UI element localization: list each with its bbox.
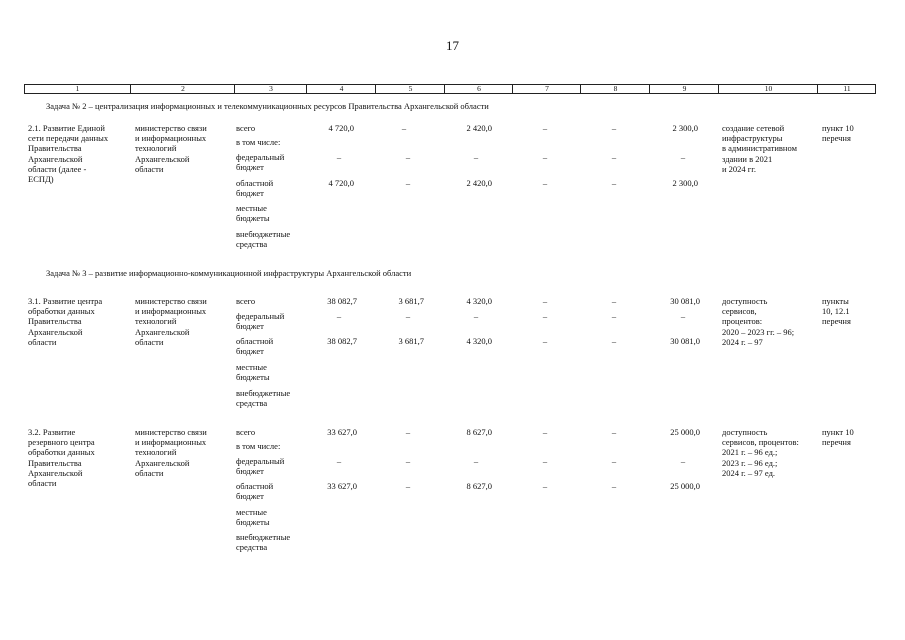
row-3-1-executor: министерство связи и информационных технологий Архангельской области <box>135 296 207 347</box>
row-3-1-reg-col5: 3 681,7 <box>398 336 424 346</box>
row-3-1-total-col7: – <box>542 296 548 306</box>
row-2-1-fed-col8: – <box>611 152 617 162</box>
col-header-6: 6 <box>444 85 513 93</box>
row-3-2-total-col8: – <box>611 427 617 437</box>
row-3-1-reference: пункты 10, 12.1 перечня <box>822 296 851 327</box>
row-2-1-fed-col5: – <box>405 152 411 162</box>
row-3-2-fed-col5: – <box>405 456 411 466</box>
row-3-2-fed-col6: – <box>473 456 479 466</box>
row-2-1-fed-col4: – <box>336 152 342 162</box>
row-3-2-fed-col9: – <box>680 456 686 466</box>
row-2-1-src-reg: областной бюджет <box>236 178 274 199</box>
row-3-2-reg-col5: – <box>405 481 411 491</box>
row-3-1-fed-col7: – <box>542 311 548 321</box>
row-2-1-total-col8: – <box>611 123 617 133</box>
row-3-2-reg-col7: – <box>542 481 548 491</box>
row-2-1-reg-col5: – <box>405 178 411 188</box>
row-3-2-reg-col4: 33 627,0 <box>327 481 357 491</box>
row-3-2-result: доступность сервисов, процентов: 2021 г. – 96 ед.; 2023 г. – 96 ед.; 2024 г. – 97 ед. <box>722 427 799 478</box>
row-2-1-src-ext: внебюджетные средства <box>236 229 291 250</box>
row-3-1-fed-col4: – <box>336 311 342 321</box>
row-2-1-src-fed: федеральный бюджет <box>236 152 285 173</box>
col-header-8: 8 <box>580 85 650 93</box>
row-3-2-reg-col9: 25 000,0 <box>670 481 700 491</box>
row-2-1-result: создание сетевой инфраструктуры в административном здании в 2021 и 2024 гг. <box>722 123 797 174</box>
row-2-1-src-loc: местные бюджеты <box>236 203 270 224</box>
col-header-1: 1 <box>75 84 80 93</box>
col-header-5: 5 <box>375 85 445 93</box>
row-3-2-src-total: всего <box>236 427 256 437</box>
row-3-1-src-loc: местные бюджеты <box>236 362 270 383</box>
row-2-1-reference: пункт 10 перечня <box>822 123 854 144</box>
row-3-1-total-col6: 4 320,0 <box>466 296 492 306</box>
row-2-1-fed-col9: – <box>680 152 686 162</box>
row-3-2-reference: пункт 10 перечня <box>822 427 854 448</box>
row-3-1-total-col4: 38 082,7 <box>327 296 357 306</box>
col-header-11: 11 <box>817 85 876 93</box>
row-2-1-fed-col6: – <box>473 152 479 162</box>
row-3-1-src-ext: внебюджетные средства <box>236 388 291 409</box>
row-3-2-name: 3.2. Развитие резервного центра обработки данных Правительства Архангельской области <box>28 427 95 489</box>
row-3-2-src-fed: федеральный бюджет <box>236 456 285 477</box>
row-2-1-src-incl: в том числе: <box>236 137 281 147</box>
col-header-10: 10 <box>718 85 818 93</box>
task-2-heading: Задача № 2 – централизация информационных и телекоммуникационных ресурсов Правительства Архангельской области <box>46 101 489 111</box>
row-2-1-reg-col9: 2 300,0 <box>672 178 698 188</box>
column-number-header <box>24 84 876 94</box>
row-3-2-reg-col8: – <box>611 481 617 491</box>
row-3-1-total-col8: – <box>611 296 617 306</box>
row-2-1-total-col6: 2 420,0 <box>466 123 492 133</box>
row-3-2-reg-col6: 8 627,0 <box>466 481 492 491</box>
col-header-3: 3 <box>234 85 307 93</box>
row-3-1-fed-col9: – <box>680 311 686 321</box>
row-3-1-reg-col4: 38 082,7 <box>327 336 357 346</box>
row-3-1-reg-col8: – <box>611 336 617 346</box>
row-3-2-total-col9: 25 000,0 <box>670 427 700 437</box>
row-3-1-reg-col7: – <box>542 336 548 346</box>
row-3-1-name: 3.1. Развитие центра обработки данных Правительства Архангельской области <box>28 296 103 347</box>
row-3-2-src-ext: внебюджетные средства <box>236 532 291 553</box>
col-header-4: 4 <box>306 85 376 93</box>
row-3-1-fed-col5: – <box>405 311 411 321</box>
col-header-9: 9 <box>649 85 719 93</box>
row-3-1-result: доступность сервисов, процентов: 2020 – 2023 гг. – 96; 2024 г. – 97 <box>722 296 795 347</box>
row-2-1-total-col5: – <box>401 123 407 133</box>
row-3-1-fed-col6: – <box>473 311 479 321</box>
row-2-1-executor: министерство связи и информационных технологий Архангельской области <box>135 123 207 174</box>
row-2-1-total-col4: 4 720,0 <box>328 123 354 133</box>
col-header-7: 7 <box>512 85 581 93</box>
row-2-1-reg-col7: – <box>542 178 548 188</box>
row-3-2-fed-col8: – <box>611 456 617 466</box>
row-3-1-total-col5: 3 681,7 <box>398 296 424 306</box>
row-3-1-fed-col8: – <box>611 311 617 321</box>
row-2-1-name: 2.1. Развитие Единой сети передачи данных Правительства Архангельской области (далее - ЕСПД) <box>28 123 109 185</box>
row-3-2-total-col6: 8 627,0 <box>466 427 492 437</box>
row-3-1-src-reg: областной бюджет <box>236 336 274 357</box>
col-header-2: 2 <box>130 85 235 93</box>
row-3-2-total-col5: – <box>405 427 411 437</box>
row-3-1-src-total: всего <box>236 296 256 306</box>
row-2-1-total-col7: – <box>542 123 548 133</box>
row-2-1-total-col9: 2 300,0 <box>672 123 698 133</box>
task-3-heading: Задача № 3 – развитие информационно-коммуникационной инфраструктуры Архангельской области <box>46 268 412 278</box>
row-3-2-total-col4: 33 627,0 <box>327 427 357 437</box>
row-3-2-fed-col7: – <box>542 456 548 466</box>
row-3-2-src-loc: местные бюджеты <box>236 507 270 528</box>
row-2-1-reg-col8: – <box>611 178 617 188</box>
row-2-1-fed-col7: – <box>542 152 548 162</box>
row-3-1-total-col9: 30 081,0 <box>670 296 700 306</box>
row-3-2-src-incl: в том числе: <box>236 441 281 451</box>
row-2-1-reg-col4: 4 720,0 <box>328 178 354 188</box>
row-3-2-fed-col4: – <box>336 456 342 466</box>
row-2-1-reg-col6: 2 420,0 <box>466 178 492 188</box>
row-3-2-src-reg: областной бюджет <box>236 481 274 502</box>
row-3-1-reg-col9: 30 081,0 <box>670 336 700 346</box>
page-number: 17 <box>446 38 459 53</box>
row-3-2-total-col7: – <box>542 427 548 437</box>
row-2-1-src-total: всего <box>236 123 256 133</box>
row-3-2-executor: министерство связи и информационных технологий Архангельской области <box>135 427 207 478</box>
row-3-1-src-fed: федеральный бюджет <box>236 311 285 332</box>
row-3-1-reg-col6: 4 320,0 <box>466 336 492 346</box>
